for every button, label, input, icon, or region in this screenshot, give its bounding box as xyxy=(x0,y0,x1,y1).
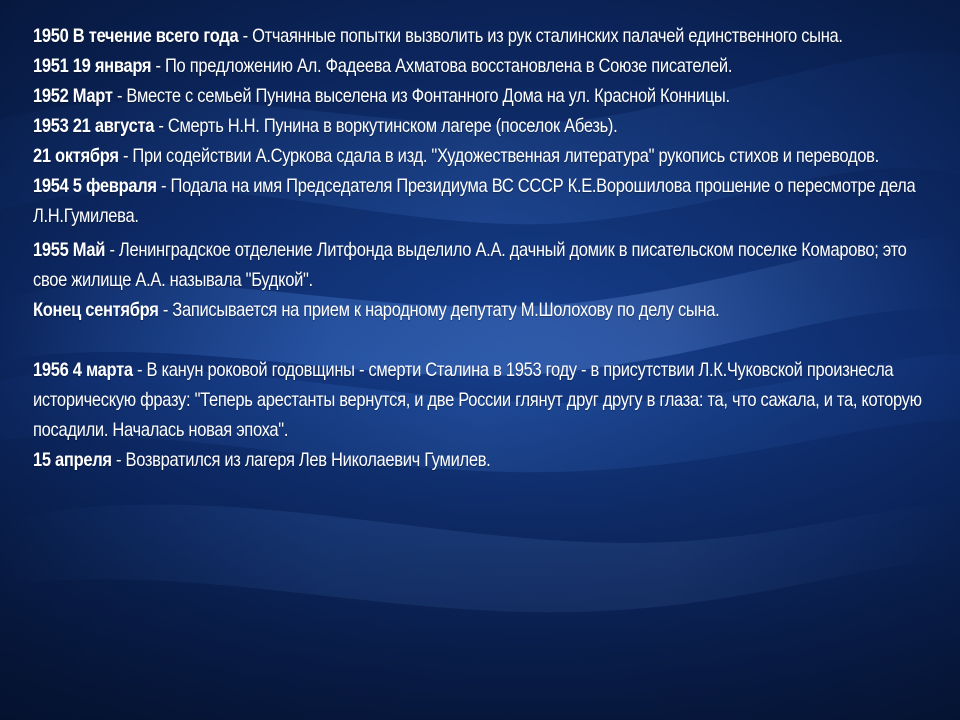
timeline-entry-1955-september xyxy=(33,296,938,326)
entry-text: - Вместе с семьей Пунина выселена из Фонтанного Дома на ул. Красной Конницы. xyxy=(112,86,730,107)
timeline-entry-1956-april xyxy=(33,446,938,476)
entry-date: 1950 В течение всего года xyxy=(33,26,239,47)
entry-text: - По предложению Ал. Фадеева Ахматова восстановлена в Союзе писателей. xyxy=(151,56,733,77)
entry-text: - Подала на имя Председателя Президиума ВС СССР К.Е.Ворошилова прошение о пересмотре дела Л.Н.Гумилева. xyxy=(33,176,916,227)
entry-text: - Записывается на прием к народному депутату М.Шолохову по делу сына. xyxy=(158,300,720,321)
entry-date: Конец сентября xyxy=(33,300,159,321)
timeline-entry-1954 xyxy=(33,172,938,232)
entry-text: - Отчаянные попытки вызволить из рук сталинских палачей единственного сына. xyxy=(238,26,843,47)
entry-date: 15 апреля xyxy=(33,450,112,471)
entry-date: 1951 19 января xyxy=(33,56,152,77)
entry-date: 1952 Март xyxy=(33,86,113,107)
timeline-entry-1956 xyxy=(33,356,938,446)
entry-text: - Смерть Н.Н. Пунина в воркутинском лагере (поселок Абезь). xyxy=(154,116,618,137)
entry-date: 1954 5 февраля xyxy=(33,176,157,197)
entry-date: 1953 21 августа xyxy=(33,116,155,137)
entry-date: 1955 Май xyxy=(33,240,106,261)
timeline-entry-1953 xyxy=(33,112,938,142)
entry-text: - В канун роковой годовщины - смерти Сталина в 1953 году - в присутствии Л.К.Чуковской произнесла историческую фразу: "Теперь арестанты вернутся, и две России глянут друг другу в глаза: та, что сажала, и та, которую посадили. Началась новая эпоха". xyxy=(33,360,922,441)
entry-text: - При содействии А.Суркова сдала в изд. "Художественная литература" рукопись стихов и переводов. xyxy=(118,146,879,167)
timeline-entry-1955 xyxy=(33,236,938,296)
entry-date: 1956 4 марта xyxy=(33,360,133,381)
entry-date: 21 октября xyxy=(33,146,119,167)
timeline-text-block xyxy=(33,22,938,476)
entry-text: - Возвратился из лагеря Лев Николаевич Гумилев. xyxy=(111,450,491,471)
timeline-entry-1951 xyxy=(33,52,938,82)
timeline-entry-1953-october xyxy=(33,142,938,172)
timeline-entry-1950 xyxy=(33,22,938,52)
timeline-entry-1952 xyxy=(33,82,938,112)
entry-text: - Ленинградское отделение Литфонда выделило А.А. дачный домик в писательском поселке Комарово; это свое жилище А.А. называла "Будкой". xyxy=(33,240,907,291)
paragraph-spacer xyxy=(33,326,938,356)
